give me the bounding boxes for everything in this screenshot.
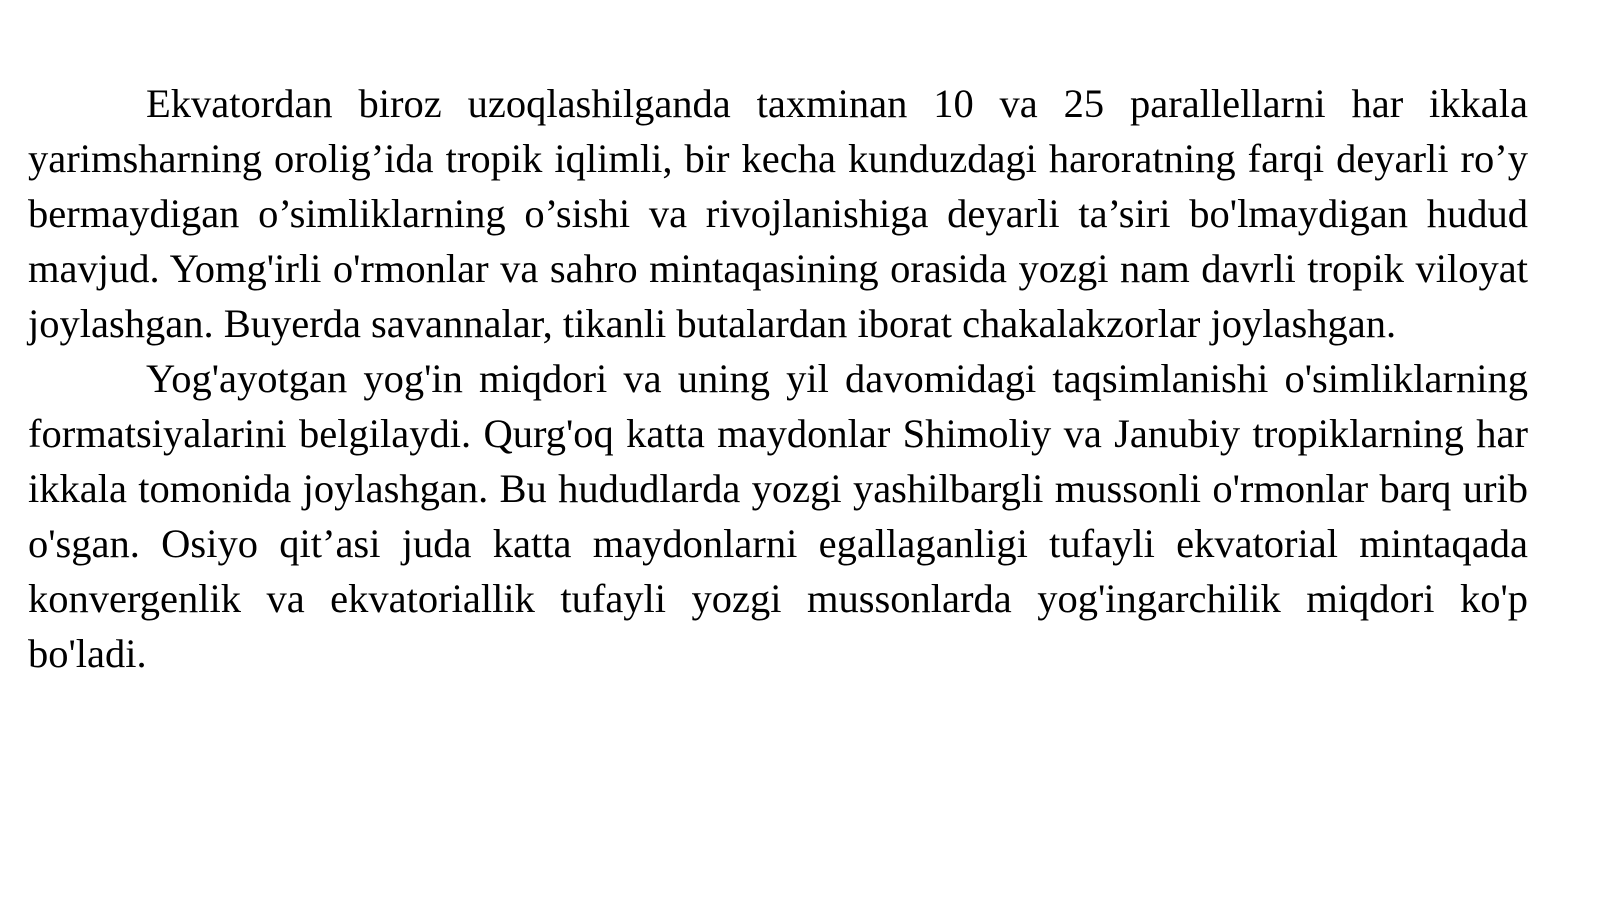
document-body [28,76,1528,681]
paragraph-2: Yog'ayotgan yog'in miqdori va uning yil davomidagi taqsimlanishi o'simliklarning formatsiyalarini belgilaydi. Qurg'oq katta maydonlar Shimoliy va Janubiy tropiklarning har ikkala tomonida joylashgan. Bu hududlarda yozgi yashilbargli mussonli o'rmonlar barq urib o'sgan. Osiyo qit’asi juda katta maydonlarni egallaganligi tufayli ekvatorial mintaqada konvergenlik va ekvatoriallik tufayli yozgi mussonlarda yog'ingarchilik miqdori ko'p bo'ladi. [28,356,1528,676]
paragraph-1: Ekvatordan biroz uzoqlashilganda taxminan 10 va 25 parallellarni har ikkala yarimsharning orolig’ida tropik iqlimli, bir kecha kunduzdagi haroratning farqi deyarli ro’y bermaydigan o’simliklarning o’sishi va rivojlanishiga deyarli ta’siri bo'lmaydigan hudud mavjud. Yomg'irli o'rmonlar va sahro mintaqasining orasida yozgi nam davrli tropik viloyat joylashgan. Buyerda savannalar, tikanli butalardan iborat chakalakzorlar joylashgan. [28,81,1528,346]
